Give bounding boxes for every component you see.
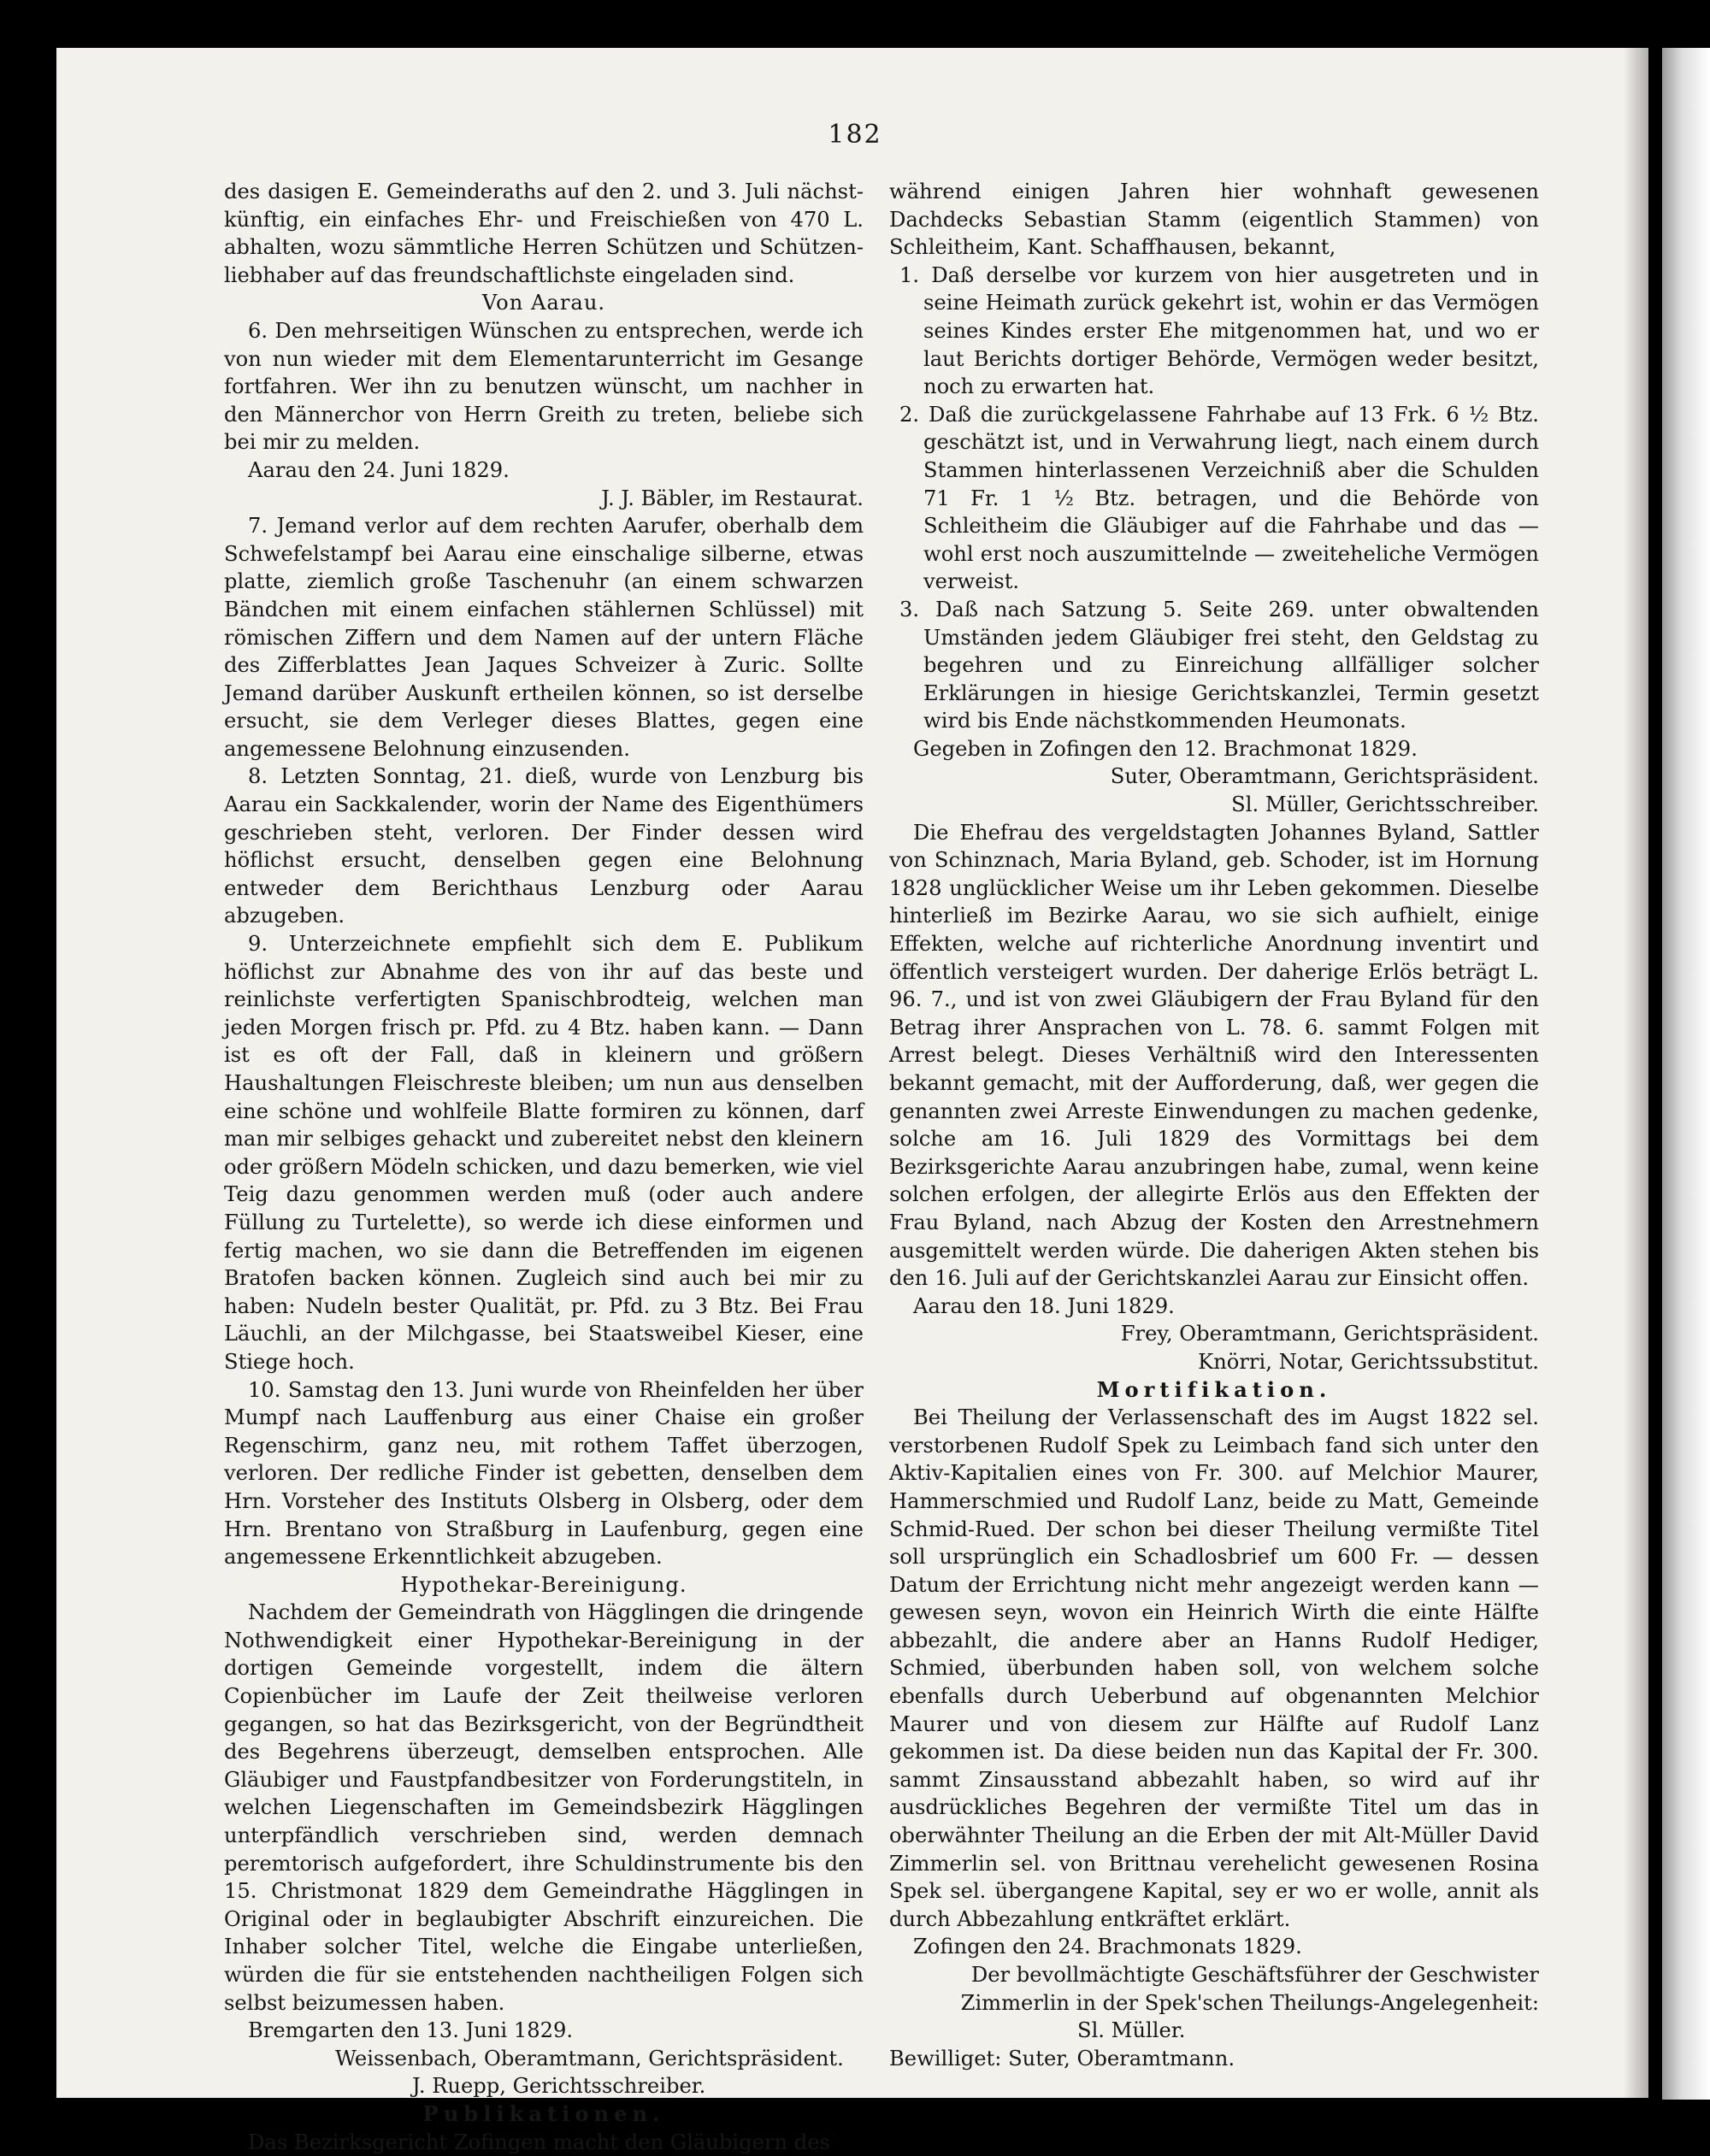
left-column-paragraph: J. Ruepp, Gerichtsschreiber. [412,2074,706,2099]
left-column-paragraph: Das Bezirksgericht Zofingen macht den Gläubigern des [248,2129,830,2154]
left-column-paragraph: des dasigen E. Gemeinderaths auf den 2. und 3. Juli nächst-künftig, ein einfaches Ehr- und Freischießen von 470 L. abhalten, wozu sämmtliche Herren Schützen und Schützen-liebhaber auf das freundschaftlichste eingeladen sind. [224,180,864,287]
right-column [889,178,1539,2072]
left-column-paragraph: Nachdem der Gemeindrath von Hägglingen die dringende Nothwendigkeit einer Hypothekar-Bereinigung in der dortigen Gemeinde vorgestellt, indem die ältern Copienbücher im Laufe der Zeit theilweise verloren gegangen, so hat das Bezirksgericht, von der Begründtheit des Begehrens überzeugt, demselben entsprochen. Alle Gläubiger und Faustpfandbesitzer von Forderungstiteln, in welchen Liegenschaften im Gemeindsbezirk Hägglingen unterpfändlich verschrieben sind, werden demnach peremtorisch aufgefordert, ihre Schuldinstrumente bis den 15. Christmonat 1829 dem Gemeindrathe Hägglingen in Original oder in beglaubigter Abschrift einzureichen. Die Inhaber solcher Titel, welche die Eingabe unterließen, würden die für sie entstehenden nachtheiligen Folgen sich selbst beizumessen haben. [224,1600,864,2015]
left-column-paragraph: 8. Letzten Sonntag, 21. dieß, wurde von Lenzburg bis Aarau ein Sackkalender, worin der Name des Eigenthümers geschrieben steht, verloren. Der Finder dessen wird höflichst ersucht, denselben gegen eine Belohnung entweder dem Berichthaus Lenzburg oder Aarau abzugeben. [224,764,864,928]
right-column-paragraph: 3. Daß nach Satzung 5. Seite 269. unter obwaltenden Umständen jedem Gläubiger frei steht, den Geldstag zu begehren und zu Einreichung allfälliger solcher Erklärungen in hiesige Gerichtskanzlei, Termin gesetzt wird bis Ende nächstkommenden Heumonats. [899,597,1539,733]
left-column-paragraph: 7. Jemand verlor auf dem rechten Aarufer, oberhalb dem Schwefelstampf bei Aarau eine einschalige silberne, etwas platte, ziemlich große Taschenuhr (an einem schwarzen Bändchen mit einem einfachen stählernen Schlüssel) mit römischen Ziffern und dem Namen auf der untern Fläche des Zifferblattes Jean Jaques Schveizer à Zuric. Sollte Jemand darüber Auskunft ertheilen können, so ist derselbe ersucht, sie dem Verleger dieses Blattes, gegen eine angemessene Belohnung einzusenden. [224,514,864,761]
left-column-heading: Von Aarau. [481,291,606,315]
page-number: 182 [828,120,882,150]
left-column-paragraph: J. J. Bäbler, im Restaurat. [601,486,864,510]
left-column-paragraph: Weissenbach, Oberamtmann, Gerichtspräsident. [335,2046,844,2071]
right-column-paragraph: Knörri, Notar, Gerichtssubstitut. [1198,1349,1539,1374]
right-column-paragraph: Bei Theilung der Verlassenschaft des im Augst 1822 sel. verstorbenen Rudolf Spek zu Leimbach fand sich unter den Aktiv-Kapitalien eines von Fr. 300. auf Melchior Maurer, Hammerschmied und Rudolf Lanz, beide zu Matt, Gemeinde Schmid-Rued. Der schon bei dieser Theilung vermißte Titel soll ursprünglich ein Schadlosbrief um 600 Fr. — dessen Datum der Errichtung nicht mehr angezeigt werden kann — gewesen seyn, wovon ein Heinrich Wirth die einte Hälfte abbezahlt, die andere aber an Hanns Rudolf Hediger, Schmied, überbunden haben soll, von welchem solche ebenfalls durch Ueberbund auf obgenannten Melchior Maurer und von diesem zur Hälfte auf Rudolf Lanz gekommen ist. Da diese beiden nun das Kapital der Fr. 300. sammt Zinsausstand abbezahlt haben, so wird auf ihr ausdrückliches Begehren der vermißte Titel um das in oberwähnter Theilung an die Erben der mit Alt-Müller David Zimmerlin sel. von Brittnau verehelicht gewesenen Rosina Spek sel. übergangene Kapital, sey er wo er wolle, annit als durch Abbezahlung entkräftet erklärt. [889,1405,1539,1931]
left-column-paragraph: 6. Den mehrseitigen Wünschen zu entsprechen, werde ich von nun wieder mit dem Elementarunterricht im Gesange fortfahren. Wer ihn zu benutzen wünscht, um nachher in den Männerchor von Herrn Greith zu treten, beliebe sich bei mir zu melden. [224,318,864,455]
right-column-paragraph: Suter, Oberamtmann, Gerichtspräsident. [1110,764,1539,789]
right-column-paragraph: Der bevollmächtigte Geschäftsführer der Geschwister Zimmerlin in der Spek'schen Theilungs-Angelegenheit: [960,1963,1539,2015]
right-column-paragraph: 1. Daß derselbe vor kurzem von hier ausgetreten und in seine Heimath zurück gekehrt ist, wohin er das Vermögen seines Kindes erster Ehe mitgenommen hat, und wo er laut Berichts dortiger Behörde, Vermögen weder besitzt, noch zu erwarten hat. [899,262,1539,399]
right-column-paragraph: Die Ehefrau des vergeldstagten Johannes Byland, Sattler von Schinznach, Maria Byland, geb. Schoder, ist im Hornung 1828 unglücklicher Weise um ihr Leben gekommen. Dieselbe hinterließ im Bezirke Aarau, wo sie sich aufhielt, einige Effekten, welche auf richterliche Anordnung inventirt und öffentlich versteigert wurden. Der daherige Erlös beträgt L. 96. 7., und ist von zwei Gläubigern der Frau Byland für den Betrag ihrer Ansprachen von L. 78. 6. sammt Folgen mit Arrest belegt. Dieses Verhältniß wird den Interessenten bekannt gemacht, mit der Aufforderung, daß, wer gegen die genannten zwei Arreste Einwendungen zu machen gedenke, solche am 16. Juli 1829 des Vormittags bei dem Bezirksgerichte Aarau anzubringen habe, zumal, wenn keine solchen erfolgen, der allegirte Erlös aus den Effekten der Frau Byland, nach Abzug der Kosten den Arrestnehmern ausgemittelt werden würde. Die daherigen Akten stehen bis den 16. Juli auf der Gerichtskanzlei Aarau zur Einsicht offen. [889,820,1539,1291]
right-column-paragraph: Bewilliget: Suter, Oberamtmann. [889,2046,1235,2071]
left-column-heading: Hypothekar-Bereinigung. [400,1572,687,1597]
right-column-paragraph: Gegeben in Zofingen den 12. Brachmonat 1829. [913,736,1418,761]
left-column-paragraph: 10. Samstag den 13. Juni wurde von Rheinfelden her über Mumpf nach Lauffenburg aus einer Chaise ein großer Regenschirm, ganz neu, mit rothem Taffet überzogen, verloren. Der redliche Finder ist gebetten, denselben dem Hrn. Vorsteher des Instituts Olsberg in Olsberg, oder dem Hrn. Brentano von Straßburg in Laufenburg, gegen eine angemessene Erkenntlichkeit abzugeben. [224,1377,864,1570]
left-column-paragraph: Aarau den 24. Juni 1829. [248,457,510,482]
page-fold-shadow [1623,48,1648,2100]
left-column-heading: Publikationen. [422,2100,665,2126]
right-column-paragraph: Zofingen den 24. Brachmonats 1829. [913,1935,1302,1959]
right-column-paragraph: während einigen Jahren hier wohnhaft gewesenen Dachdecks Sebastian Stamm (eigentlich Stammen) von Schleitheim, Kant. Schaffhausen, bekannt, [889,180,1539,260]
next-page-edge [1662,48,1710,2100]
left-column-paragraph: 9. Unterzeichnete empfiehlt sich dem E. Publikum höflichst zur Abnahme des von ihr auf das beste und reinlichste verfertigten Spanischbrodteig, welchen man jeden Morgen frisch pr. Pfd. zu 4 Btz. haben kann. — Dann ist es oft der Fall, daß in kleinern und größern Haushaltungen Fleischreste bleiben; um nun aus denselben eine schöne und wohlfeile Blatte formiren zu können, darf man mir selbiges gehackt und zubereitet nebst den kleinern oder größern Mödeln schicken, und dazu bemerken, wie viel Teig dazu genommen werden muß (oder auch andere Füllung zu Turtelette), so werde ich diese einformen und fertig machen, wo sie dann die Betreffenden im eigenen Bratofen backen können. Zugleich sind auch bei mir zu haben: Nudeln bester Qualität, pr. Pfd. zu 3 Btz. Bei Frau Läuchli, an der Milchgasse, bei Staatsweibel Kieser, eine Stiege hoch. [224,932,864,1374]
left-column [224,178,864,2156]
right-column-paragraph: Sl. Müller, Gerichtsschreiber. [1231,792,1539,817]
right-column-paragraph: Frey, Oberamtmann, Gerichtspräsident. [1120,1322,1539,1346]
right-column-paragraph: Aarau den 18. Juni 1829. [913,1293,1175,1318]
right-column-paragraph: Sl. Müller. [1077,2018,1186,2043]
right-column-heading: Mortifikation. [1096,1376,1332,1402]
left-column-paragraph: Bremgarten den 13. Juni 1829. [248,2018,574,2043]
right-column-paragraph: 2. Daß die zurückgelassene Fahrhabe auf 13 Frk. 6 ½ Btz. geschätzt ist, und in Verwahrung liegt, nach einem durch Stammen hinterlassenen Verzeichniß aber die Schulden 71 Fr. 1 ½ Btz. betragen, und die Behörde von Schleitheim die Gläubiger auf die Fahrhabe und das — wohl erst noch auszumittelnde — zweiteheliche Vermögen verweist. [899,402,1539,594]
